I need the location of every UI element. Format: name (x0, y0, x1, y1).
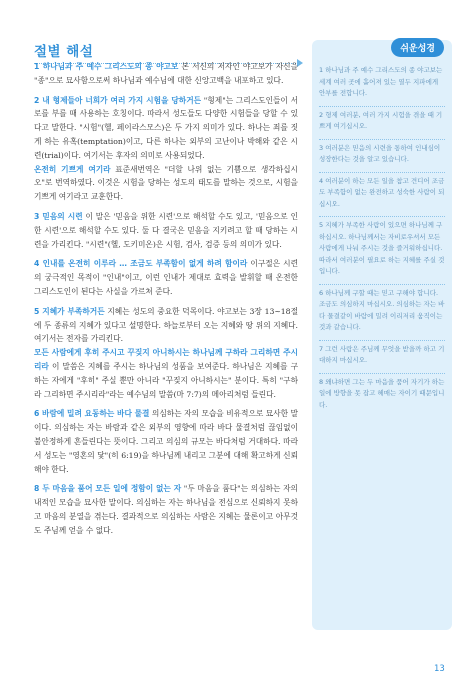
commentary-paragraph (34, 482, 298, 537)
sidebar-verse: 5 지혜가 부족한 사람이 있으면 하나님께 구하십시오. 하나님께서는 자비로우셔서 모든 사람에게 나눠 주시는 것을 즐거워하십니다. 따라서 여러분이 필요로 하는 지혜를 주실 것입니다. (319, 217, 445, 285)
section-title: 절별 해설 (34, 44, 94, 60)
sidebar-verse: 2 형제 여러분, 여러 가지 시험을 겪을 때 기쁘게 여기십시오. (319, 107, 445, 140)
verse-text: 표준새번역은 "더할 나위 없는 기쁨으로 생각하십시오"로 번역하였다. 이것은 시험을 당하는 성도의 태도를 말하는 것으로, 시험을 기쁘게 여기라고 교훈한다. (34, 164, 298, 202)
page-number: 13 (434, 664, 445, 674)
verse-text: 이 말은 '믿음을 위한 시련'으로 해석할 수도 있고, '믿음으로 인한 시련'으로 해석할 수도 있다. 둘 다 결국은 믿음을 지키려고 할 때 당하는 시련을 가리킨다. "시련"(헬, 도키미온)은 시험, 검사, 검증 등의 의미가 있다. (34, 211, 298, 249)
commentary-paragraph (34, 94, 298, 204)
sidebar-verse: 1 하나님과 주 예수 그리스도의 종 야고보는 세계 여러 곳에 흩어져 있는 열두 지파에게 안부를 전합니다. (319, 62, 445, 107)
commentary-paragraph (34, 407, 298, 476)
verse-text: "두 마음을 품다"는 의심하는 자의 내적인 모습을 묘사한 말이다. 의심하는 자는 하나님을 전심으로 신뢰하지 못하고 마음의 분열을 겪는다. 결과적으로 의심하는 사람은 지혜는 물론이고 아무것도 주님께 얻을 수 없다. (34, 484, 298, 535)
verse-text: "형제"는 그리스도인들이 서로를 부를 때 사용하는 호칭이다. 따라서 성도들도 다양한 시험들을 당할 수 있다고 말한다. "시험"(헬, 페이라스모스)은 두 가지 의미가 있다. 하나는 죄를 짓게 하는 유혹(temptation)이고, 다른 하나는 외부의 고난이나 박해와 같은 시련(trial)이다. 여기서는 후자의 의미로 사용되었다. (34, 95, 299, 160)
sidebar-verse-list (319, 62, 445, 417)
easy-bible-sidebar (312, 40, 452, 630)
verse-heading: 모든 사람에게 후히 주시고 꾸짖지 아니하시는 하나님께 구하라 그리하면 주시리라 (34, 348, 298, 371)
sidebar-verse: 7 그런 사람은 주님께 무엇을 받을까 하고 기대하지 마십시오. (319, 341, 445, 374)
verse-heading: 4 인내를 온전히 이루라 … 조금도 부족함이 없게 하려 함이라 (34, 259, 248, 269)
commentary-paragraph (34, 60, 298, 88)
verse-text: 이구절은 시련의 궁극적인 목적이 "인내"이고, 이런 인내가 제대로 효력을 발휘할 때 온전한 그리스도인이 된다는 사실을 가르쳐 준다. (34, 259, 298, 296)
verse-text: 의심하는 자의 모습을 비유적으로 묘사한 말이다. 의심하는 자는 바람과 같은 외부의 영향에 따라 바다 물결처럼 끊임없이 불안정하게 흔들린다는 뜻이다. 그리고 의심의 규모는 바다처럼 거대하다. 따라서 성도는 "영혼의 닻"(히 6:19)을 하나님께 내리고 그분에 대해 확고하게 신뢰해야 한다. (34, 409, 298, 474)
verse-heading: 3 믿음의 시련 (34, 211, 83, 221)
verse-text: 지혜는 성도의 중요한 덕목이다. 야고보는 3장 13~18절에 두 종류의 지혜가 있다고 설명한다. 하늘로부터 오는 지혜와 땅 위의 지혜다. 여기서는 전자를 가리킨다. (34, 306, 298, 344)
commentary-paragraph (34, 257, 298, 298)
sidebar-verse: 4 여러분이 하는 모든 일을 참고 견디어 조금도 부족함이 없는 완전하고 성숙한 사람이 되십시오. (319, 173, 445, 218)
verse-heading: 6 바람에 밀려 요동하는 바다 물결 (34, 409, 150, 419)
sidebar-verse: 8 왜냐하면 그는 두 마음을 품어 자기가 하는 일에 방향을 못 잡고 헤매는 자이기 때문입니다. (319, 377, 445, 409)
verse-heading: 5 지혜가 부족하거든 (34, 306, 105, 316)
verse-text: 본 서신의 저자인 야고보가 자신을 "종"으로 묘사함으로써 하나님과 예수님에 대한 신앙고백을 내포하고 있다. (34, 62, 299, 85)
verse-heading: 8 두 마음을 품어 모든 일에 정함이 없는 자 (34, 484, 182, 494)
commentary-paragraph (34, 305, 298, 402)
verse-heading: 1 하나님과 주 예수 그리스도의 종 야고보 (34, 62, 179, 71)
verse-heading: 2 내 형제들아 너희가 여러 가지 시험을 당하거든 (34, 95, 202, 105)
easy-bible-badge: 쉬운성경 (391, 38, 444, 57)
commentary-paragraph (34, 210, 298, 251)
verse-heading: 온전히 기쁘게 여기라 (34, 164, 111, 174)
sidebar-verse: 3 여러분은 믿음의 시련을 통하여 인내심이 성장한다는 것을 알고 있습니다. (319, 140, 445, 173)
sidebar-verse: 6 하나님께 구할 때는 믿고 구해야 합니다. 조금도 의심하지 마십시오. 의심하는 자는 바다 물결같이 바람에 밀려 이리저리 움직이는 것과 같습니다. (319, 285, 445, 341)
verse-text: 이 말씀은 지혜를 주시는 하나님의 성품을 보여준다. 하나님은 지혜를 구하는 자에게 "후히" 주실 뿐만 아니라 "꾸짖지 아니하시는" 분이다. 특히 "구하라 그리하면 주시리라"라는 예수님의 말씀(마 7:7)의 메아리처럼 들린다. (34, 361, 298, 399)
commentary-body (34, 60, 298, 544)
